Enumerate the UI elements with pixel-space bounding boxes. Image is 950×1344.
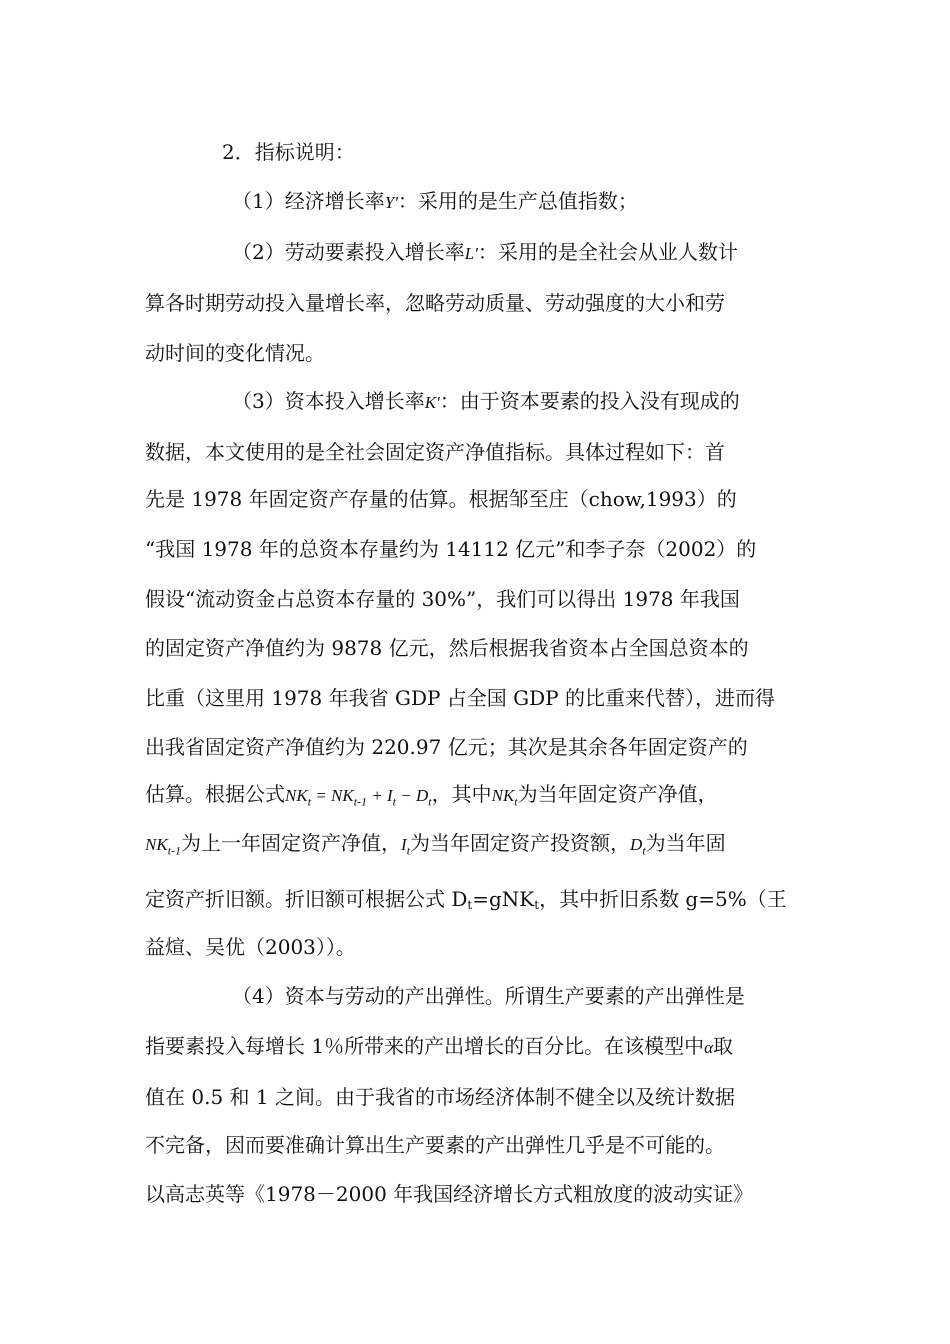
item-4-line-5: 以高志英等《1978－2000 年我国经济增长方式粗放度的波动实证》 [145, 1182, 754, 1206]
item-3-line-2: 数据，本文使用的是全社会固定资产净值指标。具体过程如下：首 [145, 440, 725, 464]
item-1: （1）经济增长率Y'：采用的是生产总值指数； [232, 189, 638, 213]
item-2-line-1: （2）劳动要素投入增长率L'：采用的是全社会从业人数计 [232, 240, 738, 264]
item-4-line-3: 值在 0.5 和 1 之间。由于我省的市场经济体制不健全以及统计数据 [145, 1085, 735, 1109]
item-3-line-5: 假设“流动资金占总资本存量的 30%”，我们可以得出 1978 年我国 [145, 587, 740, 611]
item-3-line-8: 出我省固定资产净值约为 220.97 亿元；其次是其余各年固定资产的 [145, 735, 748, 759]
item-4-line-2: 指要素投入每增长 1％所带来的产出增长的百分比。在该模型中α取 [145, 1034, 734, 1058]
symbol-k-prime: K' [424, 393, 440, 412]
item-2-line-3: 动时间的变化情况。 [145, 341, 325, 365]
item-4-line-4: 不完备，因而要准确计算出生产要素的产出弹性几乎是不可能的。 [145, 1133, 725, 1157]
symbol-nk-t-minus-1: $NK_{t-1}$ [145, 835, 182, 858]
item-3-line-4: “我国 1978 年的总资本存量约为 14112 亿元”和李子奈（2002）的 [145, 537, 757, 561]
item-3-line-11: 定资产折旧额。折旧额可根据公式 Dt=gNKt，其中折旧系数 g=5%（王 [145, 887, 787, 912]
item-3-line-10: $NK_{t-1}$为上一年固定资产净值，$I_t$为当年固定资产投资额，$D_t$为当年固 [145, 831, 726, 858]
section-heading: 2．指标说明： [222, 140, 355, 164]
symbol-nk-t: $NK_t$ [491, 786, 518, 809]
item-3-line-7: 比重（这里用 1978 年我省 GDP 占全国 GDP 的比重来代替），进而得 [145, 686, 775, 710]
symbol-l-prime: L' [464, 244, 478, 263]
item-3-line-3: 先是 1978 年固定资产存量的估算。根据邹至庄（chow,1993）的 [145, 487, 737, 511]
item-3-line-1: （3）资本投入增长率K'：由于资本要素的投入没有现成的 [232, 389, 740, 413]
item-3-line-6: 的固定资产净值约为 9878 亿元，然后根据我省资本占全国总资本的 [145, 636, 749, 660]
formula-capital-stock: $NK_t = NK_{t-1} + I_t - D_t$ [285, 786, 432, 809]
item-3-line-9: 估算。根据公式$NK_t = NK_{t-1} + I_t - D_t$，其中$NK_t$为当年固定资产净值， [145, 782, 718, 809]
symbol-i-t: $I_t$ [401, 835, 411, 858]
symbol-d-t: $D_t$ [630, 835, 646, 858]
item-3-line-12: 益煊、吴优（2003））。 [145, 935, 356, 959]
item-2-line-2: 算各时期劳动投入量增长率，忽略劳动质量、劳动强度的大小和劳 [145, 291, 725, 315]
symbol-alpha: α [704, 1038, 714, 1057]
item-4-line-1: （4）资本与劳动的产出弹性。所谓生产要素的产出弹性是 [232, 984, 745, 1008]
symbol-y-prime: Y' [384, 193, 398, 212]
